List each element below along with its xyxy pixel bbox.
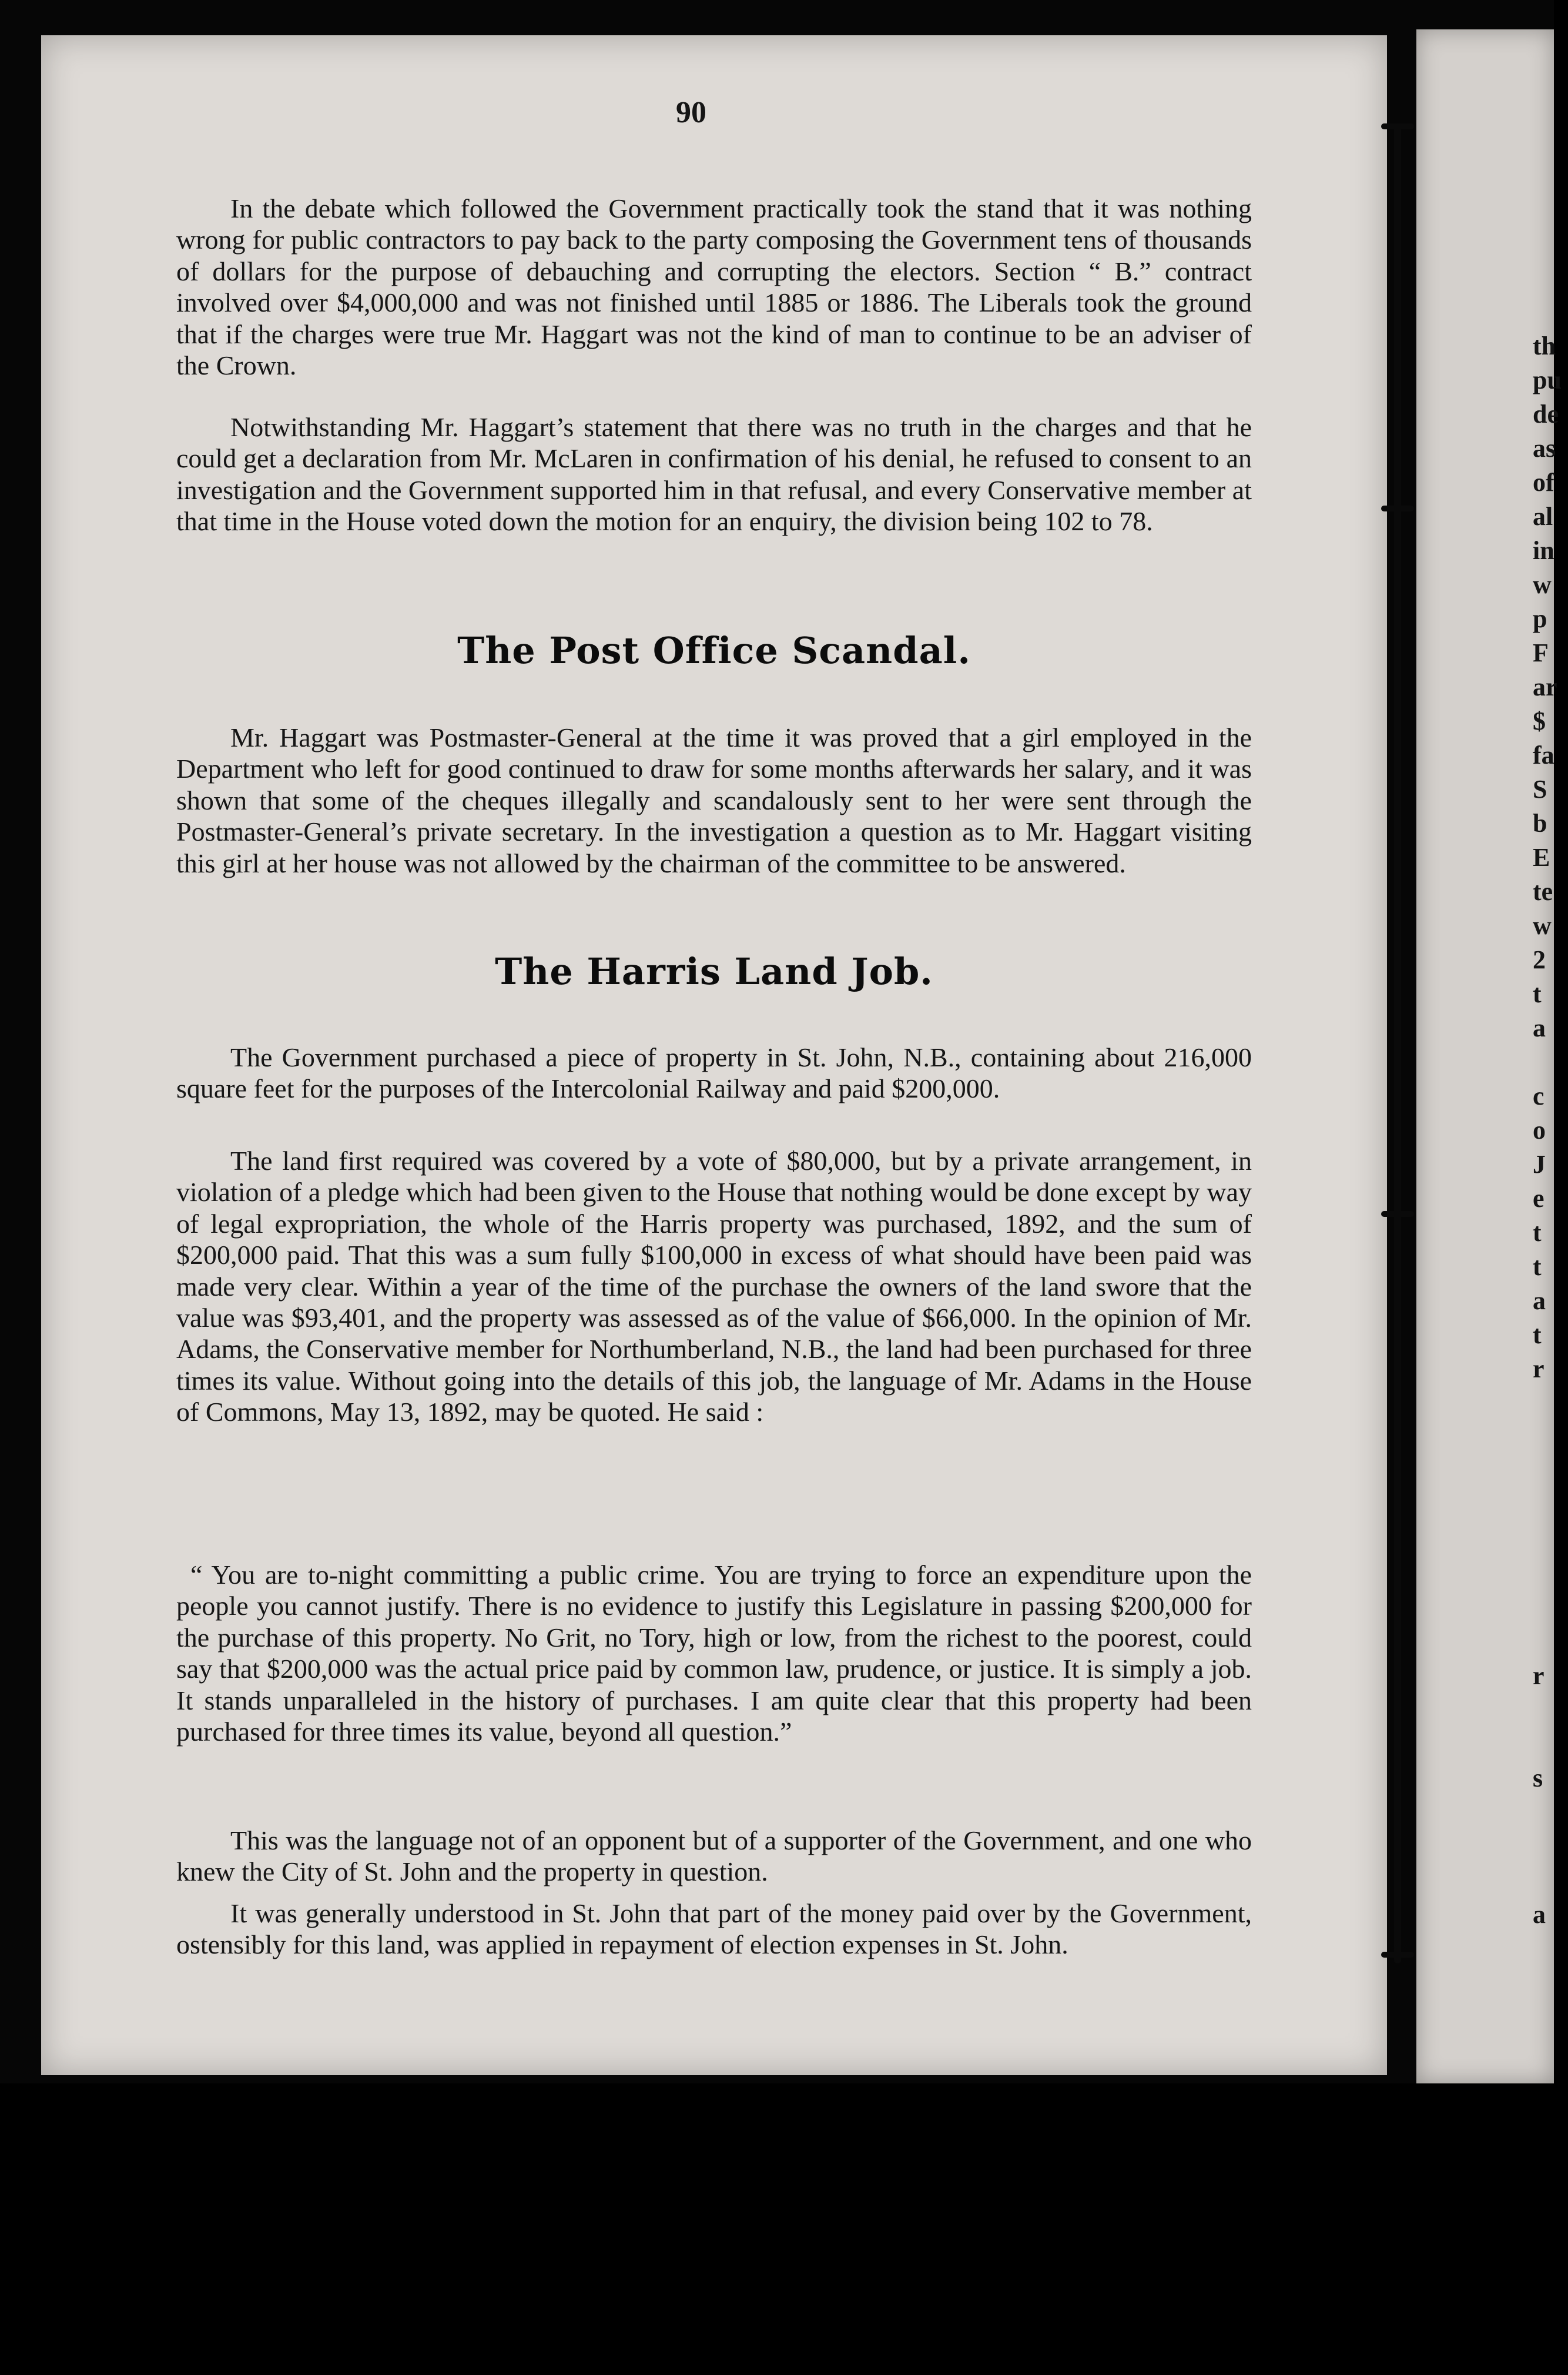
neighbor-fragment: te [1533,877,1553,906]
neighbor-fragment: r [1533,1661,1544,1690]
neighbor-fragment: t [1533,1218,1542,1247]
neighbor-fragment [1533,1523,1568,1557]
section-heading-harris: The Harris Land Job. [495,950,933,993]
intro-paragraph-2: Notwithstanding Mr. Haggart’s statement that there was no truth in the charges and that he could get a declaration from Mr. McLaren in confirmation of his denial, he refused to consent to an investigation and the Government supported him in that refusal, and every Conservative member at that time in the House voted down the motion for an enquiry, the division being 102 to 78. [176,412,1252,537]
neighbor-fragment: a [1533,1286,1546,1315]
neighbor-fragment [1533,1864,1568,1898]
neighbor-fragment [1533,1557,1568,1591]
neighbor-fragment [1533,2341,1568,2375]
harris-paragraph-4: It was generally understood in St. John that part of the money paid over by the Government, ostensibly for this land, was applied in repayment of election expenses in St. John. [176,1898,1252,1960]
neighbor-fragment: t [1533,1320,1542,1349]
neighbor-fragment [1533,2102,1568,2136]
neighbor-fragment: w [1533,911,1552,940]
neighbor-fragment: J [1533,1150,1546,1179]
neighbor-fragment [1533,1727,1568,1761]
neighbor-fragment: pu [1533,366,1562,394]
neighbor-fragment [1533,2068,1568,2102]
neighbor-fragment [1533,1932,1568,1966]
neighbor-fragment [1533,2307,1568,2341]
neighbor-fragment: fa [1533,741,1554,770]
neighbor-fragment: t [1533,1252,1542,1281]
binding-notch [1381,1952,1414,1958]
section-heading-post-office: The Post Office Scandal. [457,629,971,672]
neighbor-fragment: r [1533,1354,1544,1383]
neighbor-fragment [1533,2136,1568,2170]
neighbor-fragment: al [1533,502,1553,531]
neighbor-fragment [1533,1795,1568,1829]
neighbor-fragment [1533,2034,1568,2068]
binding-notch [1381,1211,1414,1217]
neighbor-fragment: F [1533,638,1549,667]
neighbor-fragment: b [1533,809,1547,838]
neighbor-fragment: o [1533,1116,1546,1145]
neighbor-fragment: t [1533,979,1542,1008]
neighbor-fragment [1533,1829,1568,1864]
neighbor-fragment [1533,1966,1568,2000]
post-office-paragraph: Mr. Haggart was Postmaster-General at the time it was proved that a girl employed in the Department who left for good continued to draw for some months afterwards her salary, and it was shown that some of the cheques illegally and scandalously sent to her were sent through the Postmaster-General’s private secretary. In the investigation a question as to Mr. Haggart visiting this girl at her house was not allowed by the chairman of the committee to be answered. [176,722,1252,878]
neighbor-fragment [1533,1454,1568,1488]
neighbor-fragment [1533,2273,1568,2307]
neighbor-fragment: th [1533,332,1556,360]
neighbor-fragment: p [1533,604,1547,633]
neighbor-fragment [1533,1386,1568,1420]
binding-notch [1381,123,1414,129]
neighbor-fragment: 2 [1533,945,1546,974]
neighbor-fragment [1533,2170,1568,2205]
neighbor-fragment: as [1533,434,1556,463]
neighbor-fragment [1533,1488,1568,1523]
neighbor-page-fragments [1533,329,1568,2375]
binding-notch [1381,506,1414,511]
neighbor-fragment [1533,1625,1568,1659]
neighbor-fragment: de [1533,400,1559,429]
neighbor-fragment: of [1533,468,1554,497]
harris-paragraph-2: The land first required was covered by a vote of $80,000, but by a private arrangement, in violation of a pledge which had been given to the House that nothing would be done except by way of legal expropriation, the whole of the Harris property was purchased, 1892, and the sum of $200,000 paid. That this was a sum fully $100,000 in excess of what should have been paid was made very clear. Within a year of the time of the purchase the owners of the land swore that the value was $93,401, and the property was assessed as of the value of $66,000. In the opinion of Mr. Adams, the Conservative member for Northumberland, N.B., the land had been purchased for three times its value. Without going into the details of this job, the language of Mr. Adams in the House of Commons, May 13, 1892, may be quoted. He said : [176,1146,1252,1427]
page-number: 90 [676,96,706,129]
neighbor-fragment: e [1533,1184,1544,1213]
neighbor-fragment: s [1533,1764,1543,1792]
page-binding [1394,123,1401,1963]
neighbor-fragment: ar [1533,673,1557,701]
neighbor-fragment [1533,2205,1568,2239]
neighbor-fragment: S [1533,775,1547,804]
neighbor-fragment: w [1533,570,1552,599]
neighbor-fragment: a [1533,1900,1546,1929]
neighbor-fragment: $ [1533,707,1546,735]
neighbor-fragment [1533,1420,1568,1454]
neighbor-fragment [1533,1591,1568,1625]
neighbor-fragment: in [1533,536,1554,565]
intro-paragraph-1: In the debate which followed the Government practically took the stand that it was nothing wrong for public contractors to pay back to the party composing the Government tens of thousands of dollars for the purpose of debauching and corrupting the electors. Section “ B.” contract involved over $4,000,000 and was not finished until 1885 or 1886. The Liberals took the ground that if the charges were true Mr. Haggart was not the kind of man to continue to be an adviser of the Crown. [176,193,1252,381]
adams-quotation: “ You are to-night committing a public crime. You are trying to force an expenditure upon the people you cannot justify. There is no evidence to justify this Legislature in passing $200,000 for the purchase of this property. No Grit, no Tory, high or low, from the richest to the poorest, could say that $200,000 was the actual price paid by common law, prudence, or justice. It is simply a job. It stands unparalleled in the history of purchases. I am quite clear that this property had been purchased for three times its value, beyond all question.” [176,1560,1252,1747]
neighbor-fragment: c [1533,1082,1544,1110]
harris-paragraph-3: This was the language not of an opponent but of a supporter of the Government, and one who knew the City of St. John and the property in question. [176,1825,1252,1887]
neighbor-fragment: a [1533,1013,1546,1042]
neighbor-fragment: E [1533,843,1550,872]
harris-paragraph-1: The Government purchased a piece of property in St. John, N.B., containing about 216,000 square feet for the purposes of the Intercolonial Railway and paid $200,000. [176,1042,1252,1104]
neighbor-fragment [1533,2239,1568,2273]
neighbor-fragment [1533,2000,1568,2034]
neighbor-fragment [1533,1693,1568,1727]
neighbor-fragment [1533,1045,1568,1079]
